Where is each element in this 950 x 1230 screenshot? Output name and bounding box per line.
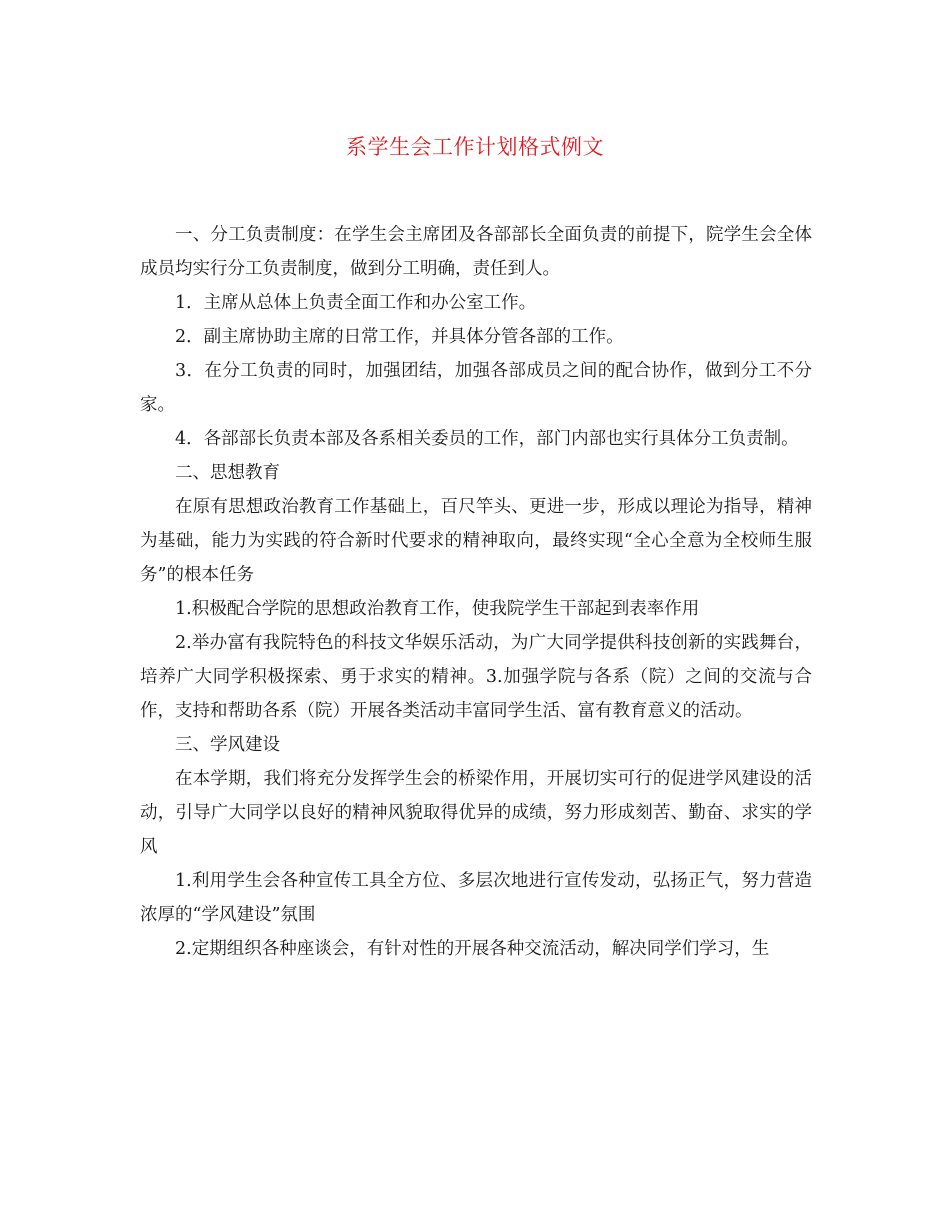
paragraph-text: 在本学期，我们将充分发挥学生会的桥梁作用，开展切实可行的促进学风建设的活动，引导广大同学以良好的精神风貌取得优异的成绩，努力形成刻苦、勤奋、求实的学风 bbox=[140, 769, 812, 857]
paragraph-section-1-heading: 一、分工负责制度：在学生会主席团及各部部长全面负责的前提下，院学生会全体成员均实行分工负责制度，做到分工明确，责任到人。 bbox=[140, 225, 812, 279]
paragraph-item: 3．在分工负责的同时，加强团结，加强各部成员之间的配合协作，做到分工不分家。 bbox=[140, 361, 812, 415]
paragraph-item: 2．副主席协助主席的日常工作，并具体分管各部的工作。 bbox=[175, 327, 624, 347]
paragraph-item: 2.定期组织各种座谈会，有针对性的开展各种交流活动，解决同学们学习，生 bbox=[175, 939, 770, 959]
paragraph-section-2-heading: 二、思想教育 bbox=[175, 463, 280, 483]
paragraph-item: 1.积极配合学院的思想政治教育工作，使我院学生干部起到表率作用 bbox=[175, 599, 700, 619]
document-title: 系学生会工作计划格式例文 bbox=[346, 135, 604, 159]
paragraph-text: 在原有思想政治教育工作基础上，百尺竿头、更进一步，形成以理论为指导，精神为基础，能力为实践的符合新时代要求的精神取向，最终实现“全心全意为全校师生服务”的根本任务 bbox=[140, 497, 812, 585]
paragraph-item: 2.举办富有我院特色的科技文华娱乐活动，为广大同学提供科技创新的实践舞台，培养广大同学积极探索、勇于求实的精神。3.加强学院与各系（院）之间的交流与合作，支持和帮助各系（院）开展各类活动丰富同学生活、富有教育意义的活动。 bbox=[140, 633, 812, 721]
paragraph-section-3-heading: 三、学风建设 bbox=[175, 735, 280, 755]
paragraph-item: 1．主席从总体上负责全面工作和办公室工作。 bbox=[175, 293, 537, 313]
paragraph-item: 4．各部部长负责本部及各系相关委员的工作，部门内部也实行具体分工负责制。 bbox=[175, 429, 799, 449]
paragraph-item: 1.利用学生会各种宣传工具全方位、多层次地进行宣传发动，弘扬正气，努力营造浓厚的“学风建设”氛围 bbox=[140, 871, 812, 925]
document-body bbox=[140, 218, 812, 966]
